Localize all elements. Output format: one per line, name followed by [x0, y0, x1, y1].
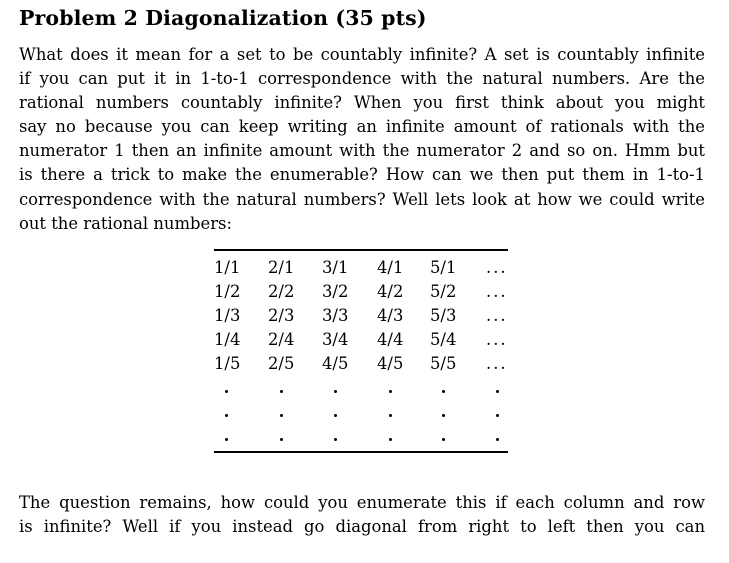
paragraph-line: What does it mean for a set to be countably infinite? A set is countably infinite: [19, 45, 705, 64]
fraction-cell: 2/1: [268, 258, 295, 277]
vertical-ellipsis-dot: [389, 390, 392, 393]
fraction-cell: 1/2: [214, 282, 241, 301]
row-ellipsis: ...: [486, 354, 508, 373]
fraction-cell: 2/5: [268, 354, 295, 373]
row-ellipsis: ...: [486, 330, 508, 349]
fraction-cell: 4/1: [377, 258, 404, 277]
vertical-ellipsis-dot: [280, 438, 283, 441]
fraction-cell: 5/1: [430, 258, 457, 277]
paragraph-line: out the rational numbers:: [19, 213, 232, 233]
paragraph-line: The question remains, how could you enumerate this if each column and row: [19, 493, 705, 512]
paragraph-line: is infinite? Well if you instead go diagonal from right to left then you can: [19, 517, 705, 537]
fraction-cell: 5/2: [430, 282, 457, 301]
fraction-cell: 1/1: [214, 258, 241, 277]
vertical-ellipsis-dot: [442, 414, 445, 417]
vertical-ellipsis-dot: [225, 438, 228, 441]
paragraph-line: rational numbers countably infinite? When you first think about you might: [19, 93, 705, 113]
paragraph-line: say no because you can keep writing an infinite amount of rationals with the: [19, 117, 705, 137]
followup-paragraph: [19, 491, 705, 539]
intro-paragraph: [19, 43, 705, 236]
table-row: [214, 304, 508, 328]
vertical-ellipsis-dot: [389, 414, 392, 417]
fraction-cell: 5/3: [430, 306, 457, 325]
row-ellipsis: ...: [486, 282, 508, 301]
table-row: [214, 328, 508, 352]
table-row: [214, 256, 508, 280]
row-ellipsis: ...: [486, 306, 508, 325]
fraction-cell: 5/5: [430, 354, 457, 373]
fraction-cell: 1/3: [214, 306, 241, 325]
fraction-cell: 2/4: [268, 330, 295, 349]
fraction-cell: 4/2: [377, 282, 404, 301]
table-top-rule: [214, 249, 508, 251]
vertical-ellipsis-dot: [496, 438, 499, 441]
vertical-ellipsis-dot: [225, 414, 228, 417]
table-row: [214, 280, 508, 304]
paragraph-line: is there a trick to make the enumerable? How can we then put them in 1-to-1: [19, 165, 705, 185]
paragraph-line: correspondence with the natural numbers? Well lets look at how we could write: [19, 189, 705, 209]
vertical-ellipsis-dot: [334, 414, 337, 417]
table-bottom-rule: [214, 451, 508, 453]
table-row: [214, 352, 508, 376]
vertical-ellipsis-dot: [280, 390, 283, 393]
vertical-ellipsis-dot: [225, 390, 228, 393]
vertical-ellipsis-dot: [442, 390, 445, 393]
paragraph-line: if you can put it in 1-to-1 correspondence with the natural numbers. Are the: [19, 69, 705, 89]
row-ellipsis: ...: [486, 258, 508, 277]
fraction-cell: 3/3: [322, 306, 349, 325]
fraction-cell: 4/4: [377, 330, 404, 349]
vertical-ellipsis-dot: [442, 438, 445, 441]
paragraph-line: numerator 1 then an infinite amount with the numerator 2 and so on. Hmm but: [19, 141, 705, 161]
fraction-cell: 4/3: [377, 306, 404, 325]
fraction-cell: 2/3: [268, 306, 295, 325]
vertical-ellipsis-dot: [280, 414, 283, 417]
problem-heading: Problem 2 Diagonalization (35 pts): [19, 6, 427, 30]
fraction-cell: 3/2: [322, 282, 349, 301]
fraction-cell: 1/4: [214, 330, 241, 349]
fraction-cell: 4/5: [377, 354, 404, 373]
vertical-ellipsis-dot: [334, 390, 337, 393]
vertical-ellipsis-dot: [496, 390, 499, 393]
vertical-ellipsis-dot: [389, 438, 392, 441]
vertical-ellipsis-dot: [334, 438, 337, 441]
fraction-cell: 2/2: [268, 282, 295, 301]
table-rows: [214, 256, 508, 376]
fraction-cell: 4/5: [322, 354, 349, 373]
vertical-ellipsis-dot: [496, 414, 499, 417]
fraction-cell: 1/5: [214, 354, 241, 373]
fraction-cell: 5/4: [430, 330, 457, 349]
fraction-cell: 3/4: [322, 330, 349, 349]
fraction-cell: 3/1: [322, 258, 349, 277]
